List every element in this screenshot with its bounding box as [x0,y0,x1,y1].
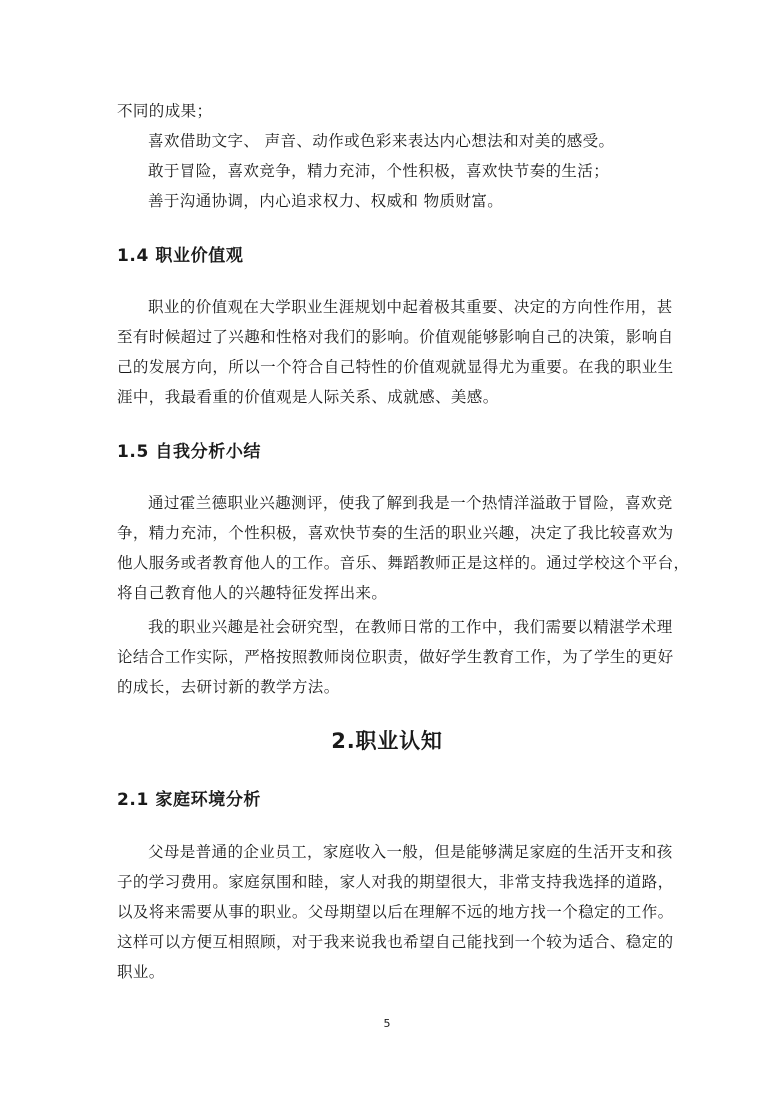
paragraph-line: 通过霍兰德职业兴趣测评，使我了解到我是一个热情洋溢敢于冒险，喜欢竞 [148,494,673,512]
paragraph-line: 他人服务或者教育他人的工作。音乐、舞蹈教师正是这样的。通过学校这个平台， [117,554,690,572]
paragraph-line: 以及将来需要从事的职业。父母期望以后在理解不远的地方找一个稳定的工作。 [117,903,674,921]
paragraph-line: 我的职业兴趣是社会研究型，在教师日常的工作中，我们需要以精湛学术理 [148,618,673,636]
page-number: 5 [383,1017,391,1030]
paragraph-line: 不同的成果； [117,102,213,120]
section-heading-1-4: 1.4 职业价值观 [117,246,244,266]
section-heading-1-5: 1.5 自我分析小结 [117,442,262,462]
paragraph-line: 论结合工作实际，严格按照教师岗位职责，做好学生教育工作，为了学生的更好 [117,648,674,666]
list-item: 敢于冒险，喜欢竞争，精力充沛，个性积极，喜欢快节奏的生活； [148,162,610,180]
paragraph-line: 父母是普通的企业员工，家庭收入一般，但是能够满足家庭的生活开支和孩 [148,843,673,861]
paragraph-line: 将自己教育他人的兴趣特征发挥出来。 [117,584,388,602]
list-item: 善于沟通协调，内心追求权力、权威和 物质财富。 [148,192,504,210]
paragraph-line: 争，精力充沛，个性积极，喜欢快节奏的生活的职业兴趣，决定了我比较喜欢为 [117,524,674,542]
paragraph-line: 的成长，去研讨新的教学方法。 [117,678,340,696]
paragraph-line: 这样可以方便互相照顾，对于我来说我也希望自己能找到一个较为适合、稳定的 [117,933,674,951]
paragraph-line: 涯中，我最看重的价值观是人际关系、成就感、美感。 [117,388,499,406]
paragraph-line: 至有时候超过了兴趣和性格对我们的影响。价值观能够影响自己的决策，影响自 [117,328,674,346]
paragraph-line: 子的学习费用。家庭氛围和睦，家人对我的期望很大，非常支持我选择的道路， [117,873,674,891]
list-item: 喜欢借助文字、 声音、动作或色彩来表达内心想法和对美的感受。 [148,132,615,150]
paragraph-line: 职业的价值观在大学职业生涯规划中起着极其重要、决定的方向性作用，甚 [148,298,673,316]
paragraph-line: 职业。 [117,963,165,981]
section-heading-2-1: 2.1 家庭环境分析 [117,790,262,810]
chapter-title: 2.职业认知 [331,729,443,753]
paragraph-line: 己的发展方向，所以一个符合自己特性的价值观就显得尤为重要。在我的职业生 [117,358,674,376]
